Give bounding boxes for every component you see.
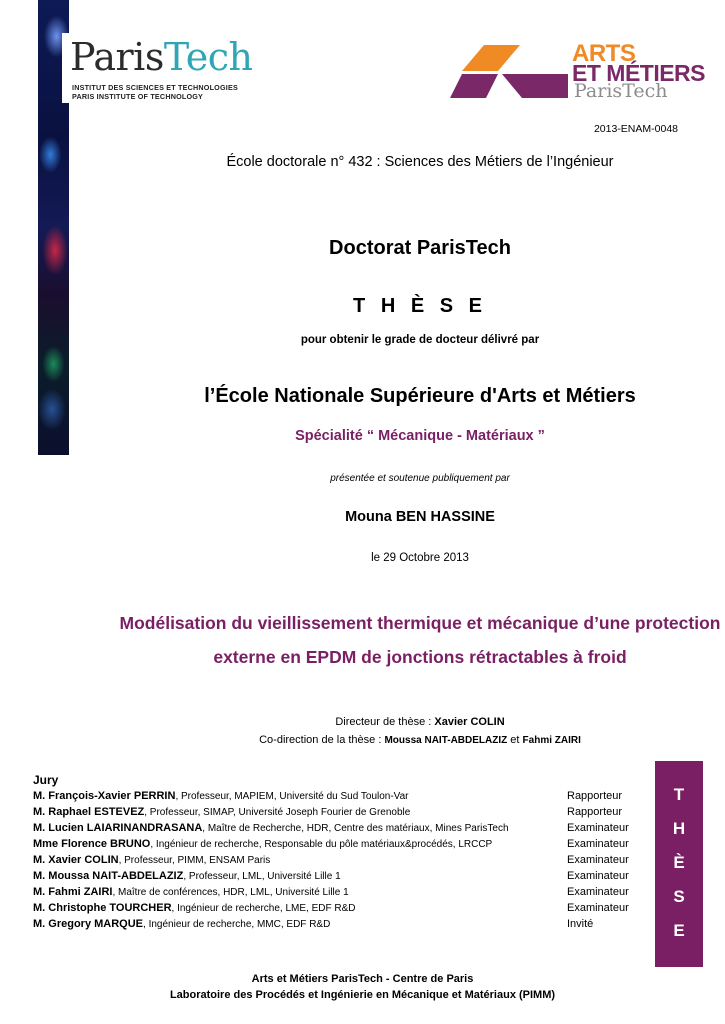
jury-role: Examinateur xyxy=(567,886,629,898)
institution-name: l’École Nationale Supérieure d'Arts et Métiers xyxy=(204,385,636,407)
thesis-title-line2: externe en EPDM de jonctions rétractables à froid xyxy=(213,647,627,667)
presented-by-line: présentée et soutenue publiquement par xyxy=(330,473,510,484)
arts-metiers-logo-line3: ParisTech xyxy=(574,80,668,102)
thesis-director: Directeur de thèse : Xavier COLIN xyxy=(335,716,505,728)
jury-member: M. François-Xavier PERRIN, Professeur, MAPIEM, Université du Sud Toulon-Var Rapporteur xyxy=(33,790,623,802)
paristech-logo-word: ParisTech xyxy=(70,35,253,79)
codirector-name-2: Fahmi ZAIRI xyxy=(522,735,581,746)
codirector-name-1: Moussa NAIT-ABDELAZIZ xyxy=(384,735,508,746)
jury-role: Rapporteur xyxy=(567,790,623,802)
these-side-box xyxy=(655,761,703,967)
arts-metiers-logo-line1: ARTS xyxy=(572,40,636,67)
side-letter: E xyxy=(673,921,685,940)
side-letter: È xyxy=(673,853,685,872)
side-letter: T xyxy=(673,785,685,804)
arts-metiers-logo-mark xyxy=(450,45,570,100)
author-name: Mouna BEN HASSINE xyxy=(345,509,495,525)
jury-member: M. Xavier COLIN, Professeur, PIMM, ENSAM Paris Examinateur xyxy=(33,854,629,866)
jury-role: Examinateur xyxy=(567,822,629,834)
jury-role: Examinateur xyxy=(567,838,629,850)
jury-member: M. Raphael ESTEVEZ, Professeur, SIMAP, Université Joseph Fourier de Grenoble Rapporteur xyxy=(33,806,623,818)
jury-member: M. Lucien LAIARINANDRASANA, Maître de Recherche, HDR, Centre des matériaux, Mines ParisTech Examinateur xyxy=(33,822,629,834)
paristech-logo-line1: INSTITUT DES SCIENCES ET TECHNOLOGIES xyxy=(72,83,238,92)
these-heading: T H È S E xyxy=(353,295,487,317)
doctorat-heading: Doctorat ParisTech xyxy=(329,237,511,259)
arts-metiers-logo-line2: ET MÉTIERS xyxy=(572,60,706,86)
jury-member: M. Fahmi ZAIRI, Maître de conférences, HDR, LML, Université Lille 1 Examinateur xyxy=(33,886,629,898)
defense-date: le 29 Octobre 2013 xyxy=(371,552,469,564)
jury-member: M. Moussa NAIT-ABDELAZIZ, Professeur, LML, Université Lille 1 Examinateur xyxy=(33,870,629,882)
jury-member: Mme Florence BRUNO, Ingénieur de recherche, Responsable du pôle matériaux&procédés, LRCCP Examinateur xyxy=(33,838,629,850)
jury-role: Examinateur xyxy=(567,870,629,882)
doctoral-school: École doctorale n° 432 : Sciences des Métiers de l’Ingénieur xyxy=(226,154,614,170)
jury-role: Invité xyxy=(567,918,594,930)
jury-list xyxy=(33,790,643,934)
specialty: Spécialité “ Mécanique - Matériaux ” xyxy=(295,428,545,444)
paristech-logo xyxy=(62,33,254,103)
director-name: Xavier COLIN xyxy=(434,716,505,728)
jury-member: M. Gregory MARQUE, Ingénieur de recherche, MMC, EDF R&D Invité xyxy=(33,918,594,930)
jury-member: M. Christophe TOURCHER, Ingénieur de recherche, LME, EDF R&D Examinateur xyxy=(33,902,629,914)
side-letter: H xyxy=(672,819,686,838)
thesis-title-line1: Modélisation du vieillissement thermique et mécanique d’une protection xyxy=(119,613,721,633)
jury-heading: Jury xyxy=(33,773,59,787)
paristech-logo-line2: PARIS INSTITUTE OF TECHNOLOGY xyxy=(72,92,204,101)
degree-line: pour obtenir le grade de docteur délivré par xyxy=(300,334,540,346)
thesis-codirection: Co-direction de la thèse : Moussa NAIT-ABDELAZIZ et Fahmi ZAIRI xyxy=(259,734,581,746)
jury-role: Examinateur xyxy=(567,902,629,914)
jury-role: Rapporteur xyxy=(567,806,623,818)
footer-laboratory: Laboratoire des Procédés et Ingénierie en Mécanique et Matériaux (PIMM) xyxy=(169,989,556,1001)
jury-role: Examinateur xyxy=(567,854,629,866)
footer-institution: Arts et Métiers ParisTech - Centre de Paris xyxy=(251,973,474,985)
side-letter: S xyxy=(673,887,685,906)
thesis-reference: 2013-ENAM-0048 xyxy=(593,123,678,135)
